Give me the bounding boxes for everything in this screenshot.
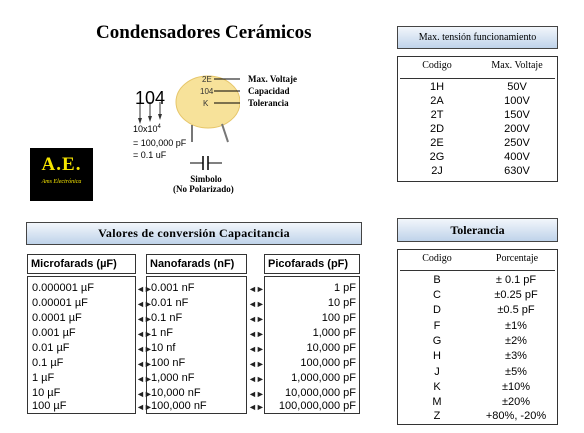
calc-line-3: = 0.1 uF [133,150,167,160]
tolerancia-code: K [433,381,441,393]
max-tension-voltage: 200V [504,123,530,135]
max-tension-col-voltaje: Max. Voltaje [491,60,543,71]
conversion-header: Valores de conversión Capacitancia [26,222,362,245]
conversion-cell-nf: 1 nF [151,327,174,339]
max-tension-divider [400,78,555,79]
tolerancia-pct: +80%, -20% [485,410,547,422]
page-title: Condensadores Cerámicos [96,22,312,43]
conversion-cell-pf: 10,000 pF [306,342,356,354]
max-tension-code: 1H [429,81,445,93]
double-arrow-icon: ◄► [136,314,152,324]
max-tension-code: 2J [431,165,443,177]
double-arrow-icon: ◄► [248,284,264,294]
conversion-cell-pf: 100,000,000 pF [278,400,356,412]
tolerancia-code: H [433,350,441,362]
conversion-col-nanofarads: Nanofarads (nF) [146,254,247,274]
tolerancia-code: F [433,320,441,332]
double-arrow-icon: ◄► [136,344,152,354]
max-tension-code: 2E [430,137,444,149]
tolerancia-pct: ±3% [505,350,527,362]
tolerancia-col-codigo: Codigo [422,253,452,264]
conversion-cell-nf: 0.01 nF [151,297,189,309]
capacitor-code: 104 [135,88,166,108]
double-arrow-icon: ◄► [248,389,264,399]
annotation-tolerancia: Tolerancia [248,98,289,108]
tolerancia-pct: ± 0.1 pF [495,274,537,286]
tolerancia-code: C [433,289,441,301]
double-arrow-icon: ◄► [136,299,152,309]
tolerancia-code: M [432,396,442,408]
calc-line-1: $10x10^4$ [133,124,161,134]
tolerancia-code: Z [433,410,441,422]
conversion-cell-pf: 10 pF [327,297,356,309]
tolerancia-code: G [432,335,442,347]
max-tension-code: 2T [430,109,444,121]
tolerancia-code: B [433,274,441,286]
tolerancia-code: J [434,366,440,378]
double-arrow-icon: ◄► [248,374,264,384]
conversion-cell-uf: 0.1 µF [32,357,64,369]
tolerancia-pct: ±2% [505,335,527,347]
conversion-cell-nf: 100,000 nF [151,400,207,412]
disc-label-tolerance: K [203,99,209,108]
conversion-cell-nf: 0.001 nF [151,282,195,294]
max-tension-code: 2A [430,95,444,107]
max-tension-header: Max. tensión funcionamiento [397,26,558,49]
conversion-cell-nf: 1,000 nF [151,372,195,384]
calc-line-2: = 100,000 pF [133,138,187,148]
tolerancia-col-porcentaje: Porcentaje [495,253,539,264]
conversion-cell-uf: 0.001 µF [32,327,76,339]
double-arrow-icon: ◄► [248,299,264,309]
double-arrow-icon: ◄► [248,314,264,324]
conversion-cell-pf: 100,000 pF [300,357,356,369]
conversion-cell-pf: 1,000 pF [312,327,356,339]
conversion-cell-uf: 0.01 µF [32,342,70,354]
double-arrow-icon: ◄► [136,374,152,384]
max-tension-voltage: 250V [504,137,530,149]
conversion-col-microfarads: Microfarads (µF) [27,254,136,274]
max-tension-voltage: 150V [504,109,530,121]
logo-text: A.E. [41,154,82,175]
double-arrow-icon: ◄► [136,402,152,412]
max-tension-col-codigo: Codigo [422,60,452,71]
double-arrow-icon: ◄► [248,359,264,369]
tolerancia-code: D [433,304,441,316]
tolerancia-pct: ±0.25 pF [494,289,538,301]
conversion-cell-pf: 100 pF [321,312,356,324]
max-tension-code: 2G [429,151,445,163]
tolerancia-pct: ±10% [501,381,531,393]
symbol-note: (No Polarizado) [173,184,234,194]
annotation-max-voltaje: Max. Voltaje [248,74,297,84]
conversion-cell-pf: 1 pF [333,282,356,294]
max-tension-voltage: 50V [507,81,527,93]
max-tension-voltage: 100V [504,95,530,107]
logo [30,148,93,201]
max-tension-code: 2D [429,123,445,135]
tolerancia-pct: ±1% [505,320,527,332]
disc-label-voltage: 2E [202,75,212,84]
double-arrow-icon: ◄► [248,329,264,339]
tolerancia-divider [400,270,555,271]
max-tension-voltage: 630V [504,165,530,177]
max-tension-voltage: 400V [504,151,530,163]
tolerancia-pct: ±5% [505,366,527,378]
conversion-cell-pf: 1,000,000 pF [291,372,356,384]
annotation-capacidad: Capacidad [248,86,290,96]
double-arrow-icon: ◄► [136,389,152,399]
conversion-cell-uf: 0.000001 µF [32,282,94,294]
symbol-label: Simbolo [190,174,222,184]
double-arrow-icon: ◄► [136,359,152,369]
capacitor-symbol-icon [190,154,222,172]
conversion-cell-nf: 0.1 nF [151,312,183,324]
tolerancia-pct: ±0.5 pF [497,304,535,316]
conversion-cell-uf: 10 µF [32,387,61,399]
conversion-cell-uf: 0.00001 µF [32,297,88,309]
conversion-cell-pf: 10,000,000 pF [285,387,356,399]
conversion-cell-uf: 100 µF [32,400,67,412]
conversion-col-picofarads: Picofarads (pF) [264,254,360,274]
double-arrow-icon: ◄► [248,402,264,412]
conversion-cell-nf: 10 nf [151,342,176,354]
disc-label-capacity: 104 [200,87,214,96]
logo-subtext: Ams Electrónica [41,179,82,185]
conversion-cell-nf: 10,000 nF [151,387,201,399]
double-arrow-icon: ◄► [248,344,264,354]
conversion-cell-uf: 0.0001 µF [32,312,82,324]
conversion-cell-uf: 1 µF [32,372,55,384]
double-arrow-icon: ◄► [136,329,152,339]
tolerancia-pct: ±20% [501,396,531,408]
double-arrow-icon: ◄► [136,284,152,294]
conversion-cell-nf: 100 nF [151,357,186,369]
tolerancia-header: Tolerancia [397,218,558,242]
